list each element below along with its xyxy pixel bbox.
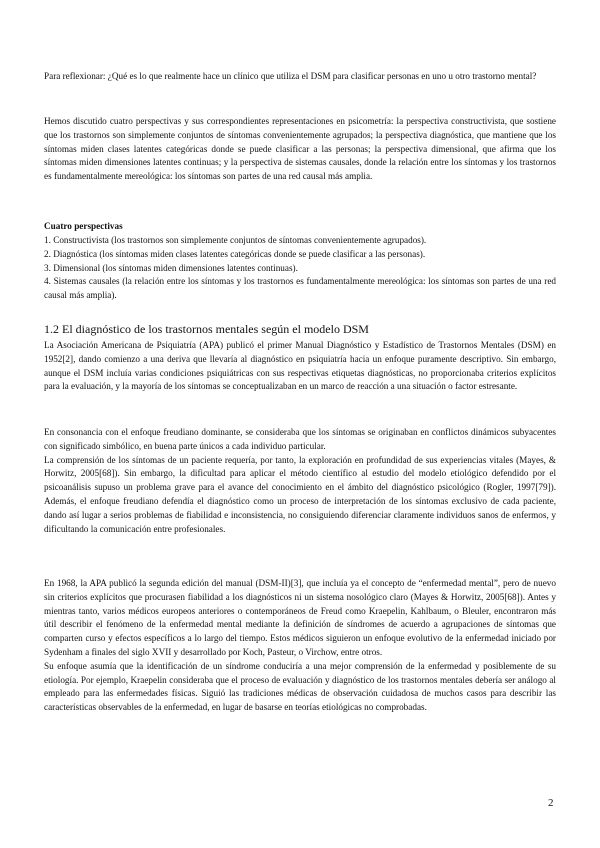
reflection-text: Para reflexionar: ¿Qué es lo que realmente hace un clínico que utiliza el DSM para clasificar personas en uno u otro trastorno mental? [44, 71, 537, 81]
intro-text: Hemos discutido cuatro perspectivas y sus correspondientes representaciones en psicometría: la perspectiva constructivista, que sostiene que los trastornos son simplemente conjuntos de síntomas convenientemente agrupados; la perspectiva diagnóstica, que mantiene que los síntomas miden clases latentes categóricas donde se puede clasificar a las personas; la perspectiva dimensional, que afirma que los síntomas miden dimensiones latentes continuas; y la perspectiva de sistemas causales, donde la relación entre los síntomas y los trastornos es fundamentalmente mereológica: los síntomas son partes de una red causal más amplia. [44, 116, 556, 182]
section-title: 1.2 El diagnóstico de los trastornos mentales según el modelo DSM [44, 322, 369, 336]
paragraph-text: La Asociación Americana de Psiquiatría (APA) publicó el primer Manual Diagnóstico y Estadístico de Trastornos Mentales (DSM) en 1952[2], dando comienzo a una deriva que llevaría al diagnóstico en psiquiatría hacia un enfoque puramente descriptivo. Sin embargo, aunque el DSM incluía varias condiciones psiquiátricas con sus respectivas etiquetas diagnósticas, no proporcionaba criterios explícitos para la evaluación, y la mayoría de los síntomas se conceptualizaban en un marco de reacción a una situación o factor estresante. [44, 340, 556, 392]
paragraph-text: Su enfoque asumía que la identificación de un síndrome conduciría a una mejor comprensión de la enfermedad y posiblemente de su etiología. Por ejemplo, Kraepelin consideraba que el proceso de evaluación y diagnóstico de los trastornos mentales debería ser análogo al empleado para las enfermedades físicas. Siguió las tradiciones médicas de observación cuidadosa de muchos casos para describir las características observables de la enfermedad, en lugar de basarse en teorías etiológicas no comprobadas. [44, 660, 556, 713]
perspectives-heading: Cuatro perspectivas [44, 221, 123, 231]
reflection-paragraph [44, 70, 556, 84]
body-paragraph [44, 426, 556, 536]
list-item: 4. Sistemas causales (la relación entre los síntomas y los trastornos es fundamentalmente mereológica: los síntomas son partes de una red causal más amplia). [44, 276, 556, 301]
page-number: 2 [548, 797, 554, 809]
body-paragraph [44, 577, 556, 715]
perspectives-list [44, 234, 556, 303]
paragraph-text: En 1968, la APA publicó la segunda edición del manual (DSM-II)[3], que incluía ya el concepto de “enfermedad mental”, pero de nuevo sin criterios explícitos que procurasen fiabilidad a los diagnósticos ni un sistema nosológico claro (Mayes & Horwitz, 2005[68]). Antes y mientras tanto, varios médicos europeos anteriores o contemporáneos de Freud como Kraepelin, Kahlbaum, o Bleuler, encontraron más útil describir el fenómeno de la enfermedad mental mediante la definición de síndromes de acuerdo a agrupaciones de síntomas que comparten curso y efectos específicos a lo largo del tiempo. Estos médicos siguieron un enfoque evolutivo de la enfermedad iniciado por Sydenham a finales del siglo XVII y desarrollado por Koch, Pasteur, o Virchow, entre otros. [44, 578, 556, 657]
list-item: 3. Dimensional (los síntomas miden dimensiones latentes continuas). [44, 262, 298, 273]
list-item: 2. Diagnóstica (los síntomas miden clases latentes categóricas donde se puede clasificar a las personas). [44, 248, 426, 259]
paragraph-text: En consonancia con el enfoque freudiano dominante, se consideraba que los síntomas se originaban en conflictos dinámicos subyacentes con significado simbólico, en buena parte únicos a cada individuo particular. [44, 427, 556, 451]
intro-paragraph [44, 115, 556, 184]
body-paragraph [44, 339, 556, 394]
paragraph-text: La comprensión de los síntomas de un paciente requería, por tanto, la exploración en profundidad de sus experiencias vitales (Mayes, & Horwitz, 2005[68]). Sin embargo, la dificultad para aplicar el método científico al estudio del modelo etiológico defendido por el psicoanálisis supuso un problema grave para el avance del conocimiento en el ámbito del diagnóstico psicológico (Rogler, 1997[79]). Además, el enfoque freudiano defendía el diagnóstico como un proceso de interpretación de los síntomas exclusivo de cada paciente, dando así lugar a serios problemas de fiabilidad e inconsistencia, no consiguiendo diferenciar claramente individuos sanos de enfermos, y dificultando la comunicación entre profesionales. [44, 454, 556, 534]
list-item: 1. Constructivista (los trastornos son simplemente conjuntos de síntomas convenientemente agrupados). [44, 235, 427, 245]
